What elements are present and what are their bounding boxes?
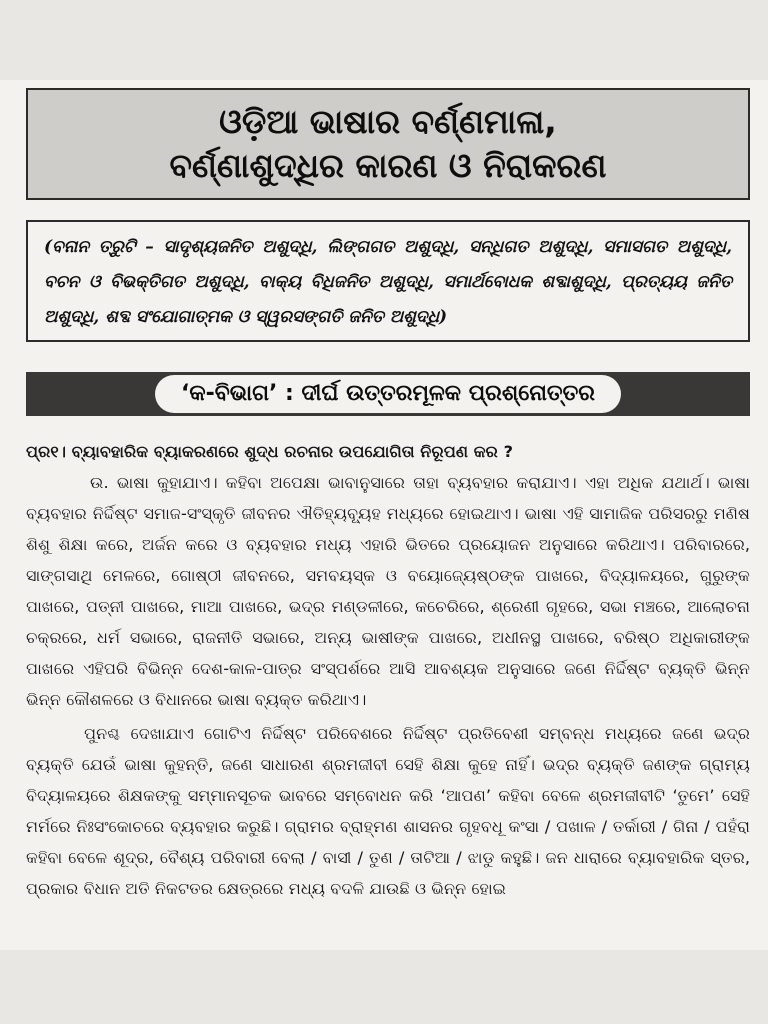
question-answer-content (26, 436, 750, 904)
title-banner (26, 88, 750, 200)
answer-paragraph: ଉ. ଭାଷା କୁହାଯାଏ। କହିବା ଅପେକ୍ଷା ଭାବାନୁସାରେ ତାହା ବ୍ୟବହାର କରାଯାଏ। ଏହା ଅଧିକ ଯଥାର୍ଥ। ଭାଷା ବ୍ୟବହାର ନିର୍ଦ୍ଦିଷ୍ଟ ସମାଜ-ସଂସ୍କୃତି ଜୀବନର ଐତିହ୍ୟବ୍ୟୂହ ମଧ୍ୟରେ ହୋଇଥାଏ। ଭାଷା ଏହି ସାମାଜିକ ପରିସରରୁ ମଣିଷ ଶିଶୁ ଶିକ୍ଷା କରେ, ଅର୍ଜନ କରେ ଓ ବ୍ୟବହାର ମଧ୍ୟ ଏହାରି ଭିତରେ ପ୍ରୟୋଜନ ଅନୁସାରେ କରିଥାଏ। ପରିବାରରେ, ସାଙ୍ଗସାଥି ମେଳରେ, ଗୋଷ୍ଠୀ ଜୀବନରେ, ସମବୟସ୍କ ଓ ବୟୋଜ୍ୟେଷ୍ଠଙ୍କ ପାଖରେ, ବିଦ୍ୟାଳୟରେ, ଗୁରୁଙ୍କ ପାଖରେ, ପତ୍ନୀ ପାଖରେ, ମାଆ ପାଖରେ, ଭଦ୍ର ମଣ୍ଡଳୀରେ, କଚେରିରେ, ଶ୍ରେଣୀ ଗୃହରେ, ସଭା ମଞ୍ଚରେ, ଆଲୋଚନା ଚକ୍ରରେ, ଧର୍ମ ସଭାରେ, ରାଜନୀତି ସଭାରେ, ଅନ୍ୟ ଭାଷୀଙ୍କ ପାଖରେ, ଅଧୀନସ୍ଥ ପାଖରେ, ବରିଷ୍ଠ ଅଧିକାରୀଙ୍କ ପାଖରେ ଏହିପରି ବିଭିନ୍ନ ଦେଶ-କାଳ-ପାତ୍ର ସଂସ୍ପର୍ଶରେ ଆସି ଆବଶ୍ୟକ ଅନୁସାରେ ଜଣେ ନିର୍ଦ୍ଦିଷ୍ଟ ବ୍ୟକ୍ତି ଭିନ୍ନ ଭିନ୍ନ କୌଶଳରେ ଓ ବିଧାନରେ ଭାଷା ବ୍ୟକ୍ତ କରିଥାଏ। (26, 473, 750, 709)
answer-paragraph: ପୁନଶ୍ଚ ଦେଖାଯାଏ ଗୋଟିଏ ନିର୍ଦ୍ଦିଷ୍ଟ ପରିବେଶରେ ନିର୍ଦ୍ଦିଷ୍ଟ ପ୍ରତିବେଶୀ ସମ୍ବନ୍ଧ ମଧ୍ୟରେ ଜଣେ ଭଦ୍ର ବ୍ୟକ୍ତି ଯେଉଁ ଭାଷା କୁହନ୍ତି, ଜଣେ ସାଧାରଣ ଶ୍ରମଜୀବୀ ସେହି ଶିକ୍ଷା କୁହେ ନାହିଁ। ଭଦ୍ର ବ୍ୟକ୍ତି ଜଣଙ୍କ ଗ୍ରାମ୍ୟ ବିଦ୍ୟାଳୟରେ ଶିକ୍ଷକଙ୍କୁ ସମ୍ମାନସୂଚକ ଭାବରେ ସମ୍ବୋଧନ କରି ‘ଆପଣ’ କହିବା ବେଳେ ଶ୍ରମଜୀବୀଟି ‘ତୁମେ’ ସେହି ମର୍ମରେ ନିଃସଂକୋଚରେ ବ୍ୟବହାର କରୁଛି। ଗ୍ରାମର ବ୍ରାହ୍ମଣ ଶାସନର ଗୃହବଧୂ କଂସା / ପଖାଳ / ତର୍କାରୀ / ଗିନା / ପହଁରା କହିବା ବେଳେ ଶୂଦ୍ର, ବୈଶ୍ୟ ପରିବାରୀ ବେଲା / ବାସୀ / ତୁଣ / ତାଟିଆ / ଝାଡୁ କହୁଛି। ଜନ ଧାରାରେ ବ୍ୟାବହାରିକ ସ୍ତର, ପ୍ରକାର ବିଧାନ ଅତି ନିକଟତର କ୍ଷେତ୍ରରେ ମଧ୍ୟ ବଦଳି ଯାଉଛି ଓ ଭିନ୍ନ ହୋଇ (26, 724, 750, 898)
section-heading-bar (26, 372, 750, 416)
topics-box: (ବନାନ ତ୍ରୁଟି – ସାଦୃଶ୍ୟଜନିତ ଅଶୁଦ୍ଧି, ଲିଙ୍ଗଗତ ଅଶୁଦ୍ଧି, ସନ୍ଧିଗତ ଅଶୁଦ୍ଧି, ସମାସଗତ ଅଶୁଦ୍ଧି, ବଚନ ଓ ବିଭକ୍ତିଗତ ଅଶୁଦ୍ଧି, ବାକ୍ୟ ବିଧିଜନିତ ଅଶୁଦ୍ଧି, ସମାର୍ଥବୋଧକ ଶବ୍ଦାଶୁଦ୍ଧି, ପ୍ରତ୍ୟୟ ଜନିତ ଅଶୁଦ୍ଧି, ଶବ୍ଦ ସଂଯୋଗାତ୍ମକ ଓ ସ୍ୱରସଙ୍ଗତି ଜନିତ ଅଶୁଦ୍ଧି) (26, 220, 750, 342)
title-line-1: ଓଡ଼ିଆ ଭାଷାର ବର୍ଣ୍ଣମାଳା, (219, 102, 557, 141)
section-heading: ‘କ-ବିଭାଗ’ : ଦୀର୍ଘ ଉତ୍ତରମୂଳକ ପ୍ରଶ୍ନୋତ୍ତର (155, 375, 621, 413)
title-line-2: ବର୍ଣ୍ଣାଶୁଦ୍ଧିର କାରଣ ଓ ନିରାକରଣ (169, 146, 607, 185)
question-text: ପ୍ର୧। ବ୍ୟାବହାରିକ ବ୍ୟାକରଣରେ ଶୁଦ୍ଧ ରଚନାର ଉପଯୋଗିତା ନିରୂପଣ କର ? (26, 442, 513, 461)
textbook-page (0, 80, 768, 950)
